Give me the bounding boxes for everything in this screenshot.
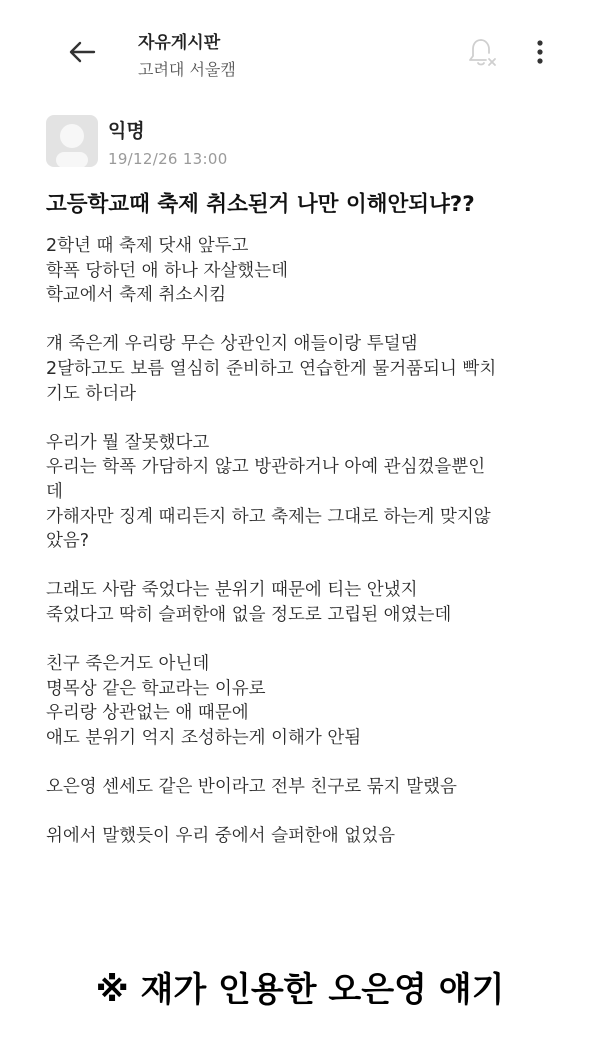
post-line: 애도 분위기 억지 조성하는게 이해가 안됨 bbox=[46, 727, 362, 748]
post-paragraph bbox=[46, 234, 556, 308]
post-line: 죽었다고 딱히 슬퍼한애 없을 정도로 고립된 애였는데 bbox=[46, 604, 452, 625]
post-line: 2학년 때 축제 닷새 앞두고 bbox=[46, 236, 249, 256]
post-line: 명목상 같은 학교라는 이유로 bbox=[46, 678, 266, 699]
post-line: 위에서 말했듯이 우리 중에서 슬퍼한애 없었음 bbox=[46, 826, 396, 847]
post-line: 우리가 뭘 잘못했다고 bbox=[46, 432, 210, 453]
caption: ※ 쟤가 인용한 오은영 얘기 bbox=[95, 970, 505, 1010]
post-line: 우리랑 상관없는 애 때문에 bbox=[46, 703, 249, 724]
post-line: 우리는 학폭 가담하지 않고 방관하거나 아예 관심껐을뿐인 bbox=[46, 457, 486, 478]
bell-off-icon bbox=[467, 36, 497, 68]
post-paragraph bbox=[46, 578, 556, 627]
board-title: 자유게시판 bbox=[138, 33, 221, 53]
post-line: 기도 하더라 bbox=[46, 383, 137, 404]
post-paragraph bbox=[46, 824, 556, 849]
post-line: 데 bbox=[46, 481, 63, 502]
post-paragraph bbox=[46, 332, 556, 406]
back-arrow-icon bbox=[67, 40, 97, 64]
post-line: 2달하고도 보름 열심히 준비하고 연습한게 물거품되니 빡치 bbox=[46, 358, 497, 379]
avatar-placeholder-icon bbox=[46, 115, 98, 167]
post-paragraph bbox=[46, 775, 556, 800]
post-line: 오은영 센세도 같은 반이라고 전부 친구로 묶지 말랬음 bbox=[46, 777, 457, 798]
post-line: 걔 죽은게 우리랑 무슨 상관인지 애들이랑 투덜댐 bbox=[46, 334, 418, 355]
post-line: 학교에서 축제 취소시킴 bbox=[46, 285, 227, 306]
app-header bbox=[0, 0, 600, 100]
post-line: 가해자만 징계 때리든지 하고 축제는 그대로 하는게 맞지않 bbox=[46, 506, 491, 527]
post-paragraph bbox=[46, 652, 556, 750]
post-line: 았음? bbox=[46, 531, 90, 552]
back-button[interactable] bbox=[62, 34, 102, 70]
notification-toggle-button[interactable] bbox=[464, 34, 500, 70]
post-title: 고등학교때 축제 취소된거 나만 이해안되냐?? bbox=[46, 192, 475, 217]
post-line: 그래도 사람 죽었다는 분위기 때문에 티는 안냈지 bbox=[46, 580, 418, 601]
post-line: 학폭 당하던 애 하나 자살했는데 bbox=[46, 260, 289, 281]
post-line: 친구 죽은거도 아닌데 bbox=[46, 654, 210, 675]
avatar bbox=[46, 115, 98, 167]
more-vertical-icon bbox=[536, 39, 544, 65]
post-body bbox=[46, 234, 556, 873]
author-name: 익명 bbox=[108, 120, 145, 142]
more-options-button[interactable] bbox=[526, 34, 554, 70]
board-subtitle: 고려대 서울캠 bbox=[138, 60, 236, 79]
post-date: 19/12/26 13:00 bbox=[108, 150, 228, 168]
post-paragraph bbox=[46, 431, 556, 554]
